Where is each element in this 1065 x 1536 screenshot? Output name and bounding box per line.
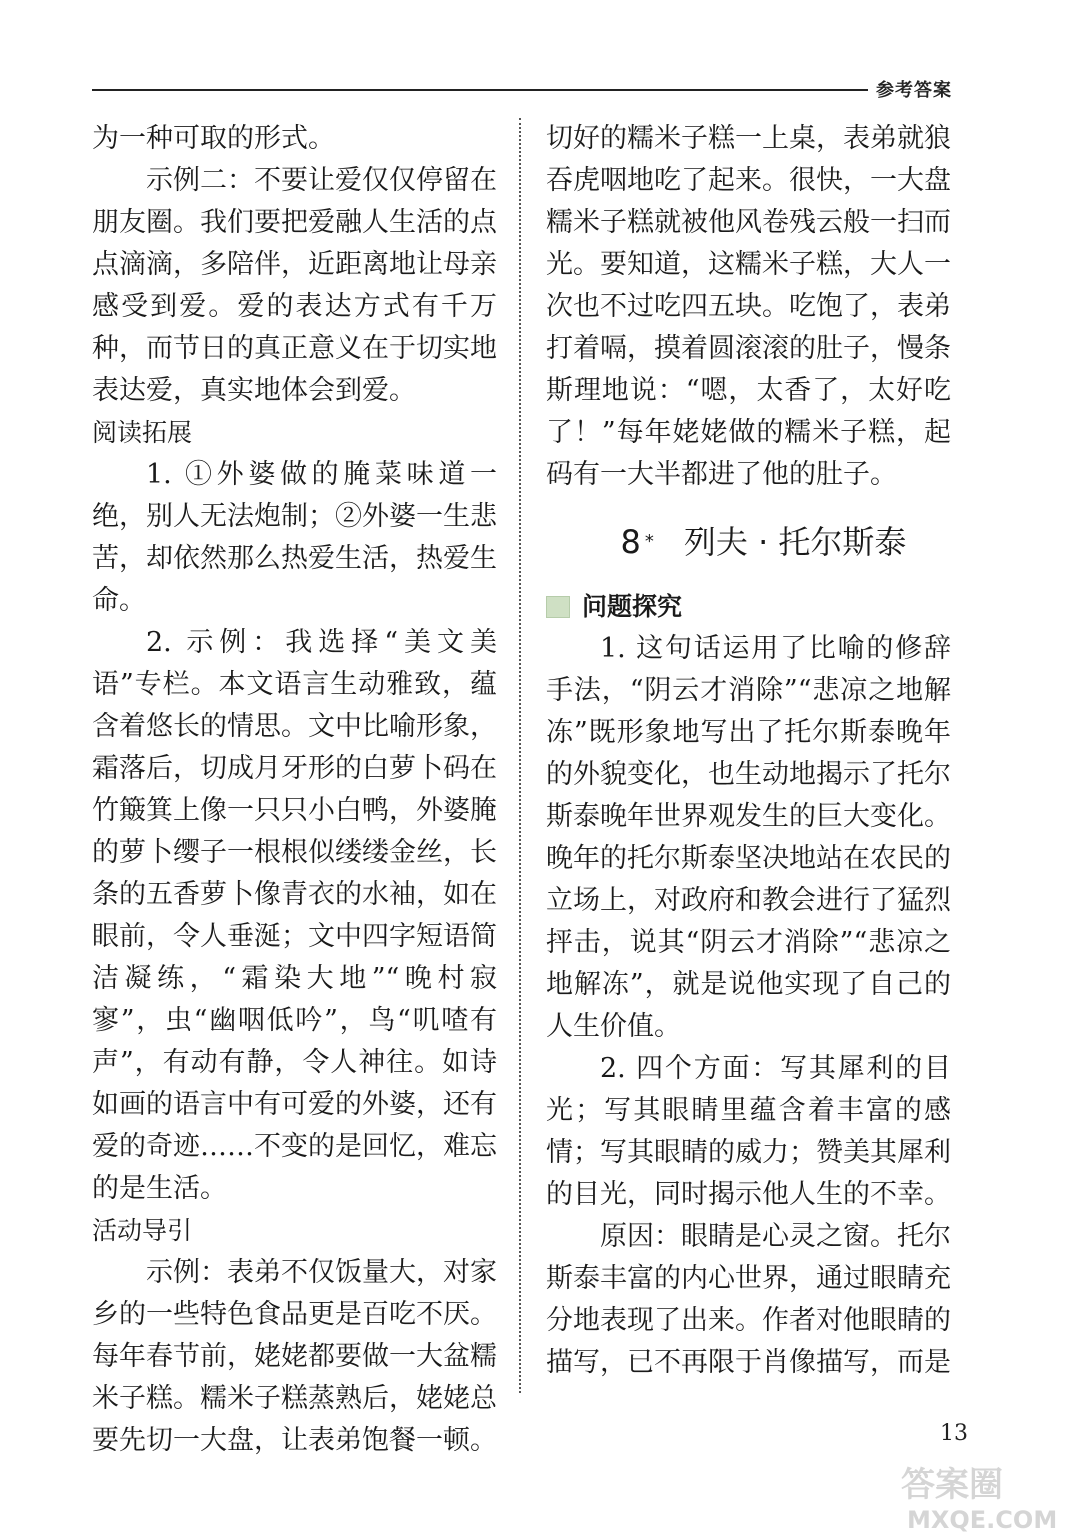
chapter-number: 8 * [620, 523, 654, 561]
right-paragraph-3: 2. 四个方面：写其犀利的目光；写其眼睛里蕴含着丰富的感情；写其眼睛的威力；赞美其犀利的目光，同时揭示他人生的不幸。 [546, 1053, 951, 1210]
chapter-title-text: 列夫 · 托尔斯泰 [683, 523, 907, 561]
left-paragraph-4: 2. 示例：我选择“美文美语”专栏。本文语言生动雅致，蕴含着悠长的情思。文中比喻形象，霜落后，切成月牙形的白萝卜码在竹簸箕上像一只只小白鸭，外婆腌的萝卜缨子一根根似缕缕金丝，长条的五香萝卜像青衣的水袖，如在眼前，令人垂涎；文中四字短语简洁凝练，“霜染大地”“晚村寂寥”，虫“幽咽低吟”，鸟“叽喳有声”，有动有静，令人神往。如诗如画的语言中有可爱的外婆，还有爱的奇迹……不变的是回忆，难忘的是生活。 [92, 627, 497, 1204]
header-label: 参考答案 [876, 80, 952, 101]
right-paragraph-4: 原因：眼睛是心灵之窗。托尔斯泰丰富的内心世界，通过眼睛充分地表现了出来。作者对他眼睛的描写，已不再限于肖像描写，而是 [546, 1221, 951, 1378]
chapter-mark: * [644, 531, 654, 552]
left-column [92, 118, 497, 1462]
watermark-logo-icon [893, 1458, 1063, 1534]
heading-reading-extension: 阅读拓展 [92, 418, 193, 447]
header-rule [92, 89, 868, 91]
right-paragraph-2: 1. 这句话运用了比喻的修辞手法，“阴云才消除”“悲凉之地解冻”既形象地写出了托尔斯泰晚年的外貌变化，也生动地揭示了托尔斯泰晚年世界观发生的巨大变化。晚年的托尔斯泰坚决地站在农民的立场上，对政府和教会进行了猛烈抨击，说其“阴云才消除”“悲凉之地解冻”，就是说他实现了自己的人生价值。 [546, 633, 951, 1042]
section-heading-text: 问题探究 [582, 592, 683, 621]
right-paragraph-1: 切好的糯米子糕一上桌，表弟就狼吞虎咽地吃了起来。很快，一大盘糯米子糕就被他风卷残云般一扫而光。要知道，这糯米子糕，大人一次也不过吃四五块。吃饱了，表弟打着嗝，摸着圆滚滚的肚子，慢条斯理地说：“嗯，太香了，太好吃了！”每年姥姥做的糯米子糕，起码有一大半都进了他的肚子。 [546, 123, 951, 490]
svg-text:答案圈: 答案圈 [901, 1465, 1003, 1505]
svg-text:MXQE.COM: MXQE.COM [907, 1506, 1058, 1534]
heading-activity-guide: 活动导引 [92, 1216, 193, 1245]
left-paragraph-5: 示例：表弟不仅饭量大，对家乡的一些特色食品更是百吃不厌。每年春节前，姥姥都要做一大盆糯米子糕。糯米子糕蒸熟后，姥姥总要先切一大盘，让表弟饱餐一顿。 [92, 1257, 497, 1456]
chapter-title [546, 518, 951, 566]
left-paragraph-2: 示例二：不要让爱仅仅停留在朋友圈。我们要把爱融人生活的点点滴滴，多陪伴，近距离地让母亲感受到爱。爱的表达方式有千万种，而节日的真正意义在于切实地表达爱，真实地体会到爱。 [92, 165, 497, 406]
section-heading [546, 586, 951, 628]
page-number: 13 [940, 1421, 968, 1446]
column-divider [519, 118, 521, 1393]
left-paragraph-3: 1. ①外婆做的腌菜味道一绝，别人无法炮制；②外婆一生悲苦，却依然那么热爱生活，热爱生命。 [92, 459, 497, 616]
section-marker-icon [546, 596, 570, 618]
left-paragraph-1: 为一种可取的形式。 [92, 123, 335, 154]
right-column [546, 118, 951, 1384]
